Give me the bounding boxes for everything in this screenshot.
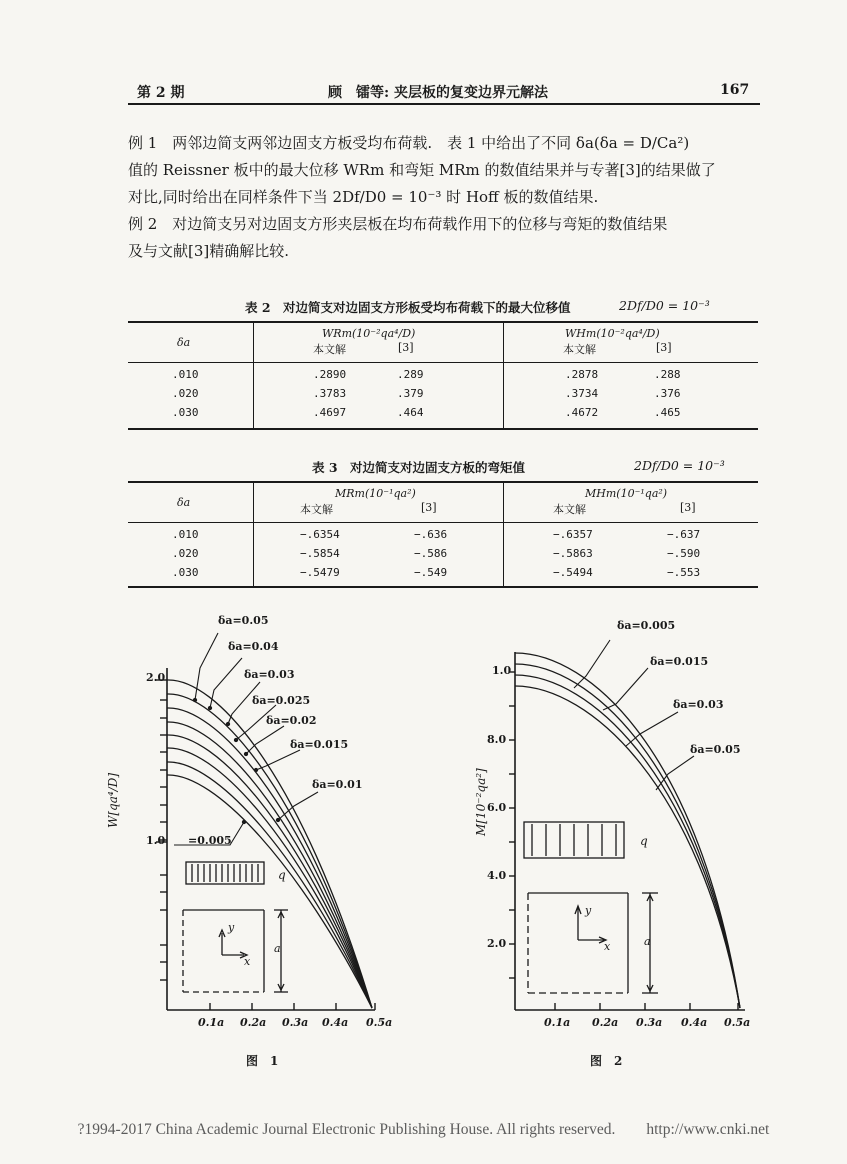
fig1-dim-label: a bbox=[274, 942, 281, 955]
table3-sub-ref-2: [3] bbox=[680, 501, 696, 514]
page-number: 167 bbox=[720, 82, 750, 98]
fig1-curve-label: =0.005 bbox=[188, 834, 232, 847]
paragraph-line-3: 对比,同时给出在同样条件下当 2Df/D0 = 10⁻³ 时 Hoff 板的数值结果. bbox=[128, 188, 599, 206]
table2-cell: .465 bbox=[654, 406, 681, 419]
fig1-axis-x-label: x bbox=[244, 955, 251, 968]
table2-cell: .4697 bbox=[313, 406, 347, 419]
fig1-curve bbox=[167, 735, 372, 1008]
fig1-curve-label: δa=0.02 bbox=[266, 714, 317, 727]
table3-cell: −.637 bbox=[667, 528, 701, 541]
fig2-curve bbox=[515, 686, 740, 1008]
fig1-leader-line bbox=[246, 726, 284, 754]
fig1-leader-dot bbox=[193, 698, 196, 701]
table2-cell: .2890 bbox=[313, 368, 347, 381]
table3-group-mrm: MRm(10⁻¹qa²) bbox=[335, 487, 416, 500]
fig1-curve-label: δa=0.01 bbox=[312, 778, 363, 791]
fig2-load-label: q bbox=[640, 834, 648, 848]
fig2-dim-label: a bbox=[644, 935, 651, 948]
fig1-ytick-2: 2.0 bbox=[146, 671, 166, 684]
table3-cell: −.5479 bbox=[300, 566, 340, 579]
table3-cell: −.5854 bbox=[300, 547, 340, 560]
table3-cell: −.6357 bbox=[553, 528, 593, 541]
table2-cell: .020 bbox=[172, 387, 199, 400]
table3-cell: −.6354 bbox=[300, 528, 340, 541]
fig1-leader-dot bbox=[242, 820, 245, 823]
table3-header-rule bbox=[128, 522, 758, 523]
table2-col-divider-2 bbox=[503, 321, 504, 428]
fig1-leader-dot bbox=[234, 738, 237, 741]
table2-bottom-rule bbox=[128, 428, 758, 430]
table3-cell: .030 bbox=[172, 566, 199, 579]
fig1-leader-line bbox=[256, 750, 300, 770]
journal-issue: 第 2 期 bbox=[137, 85, 185, 101]
fig2-ytick-label: 8.0 bbox=[487, 733, 507, 746]
fig2-plate-diagram bbox=[528, 893, 658, 993]
table3-cell: −.5863 bbox=[553, 547, 593, 560]
table2-cell: .4672 bbox=[565, 406, 599, 419]
fig1-ytick-1: 1.0 bbox=[146, 834, 166, 847]
figure-1-caption: 图 1 bbox=[246, 1054, 279, 1068]
table2-col-divider-1 bbox=[253, 321, 254, 428]
table3-cell: −.5494 bbox=[553, 566, 593, 579]
fig1-leader-dot bbox=[276, 818, 279, 821]
fig2-xtick-label: 0.5a bbox=[724, 1016, 751, 1029]
figure-2-caption: 图 2 bbox=[590, 1054, 623, 1068]
fig2-ytick-label: 6.0 bbox=[487, 801, 507, 814]
fig1-leader-dot bbox=[208, 706, 211, 709]
table3-cell: −.636 bbox=[414, 528, 448, 541]
fig2-xtick-label: 0.3a bbox=[636, 1016, 663, 1029]
table2-cell: .376 bbox=[654, 387, 681, 400]
fig2-leader-line bbox=[656, 756, 694, 790]
table2-sub-ref-2: [3] bbox=[656, 341, 672, 354]
fig1-axis-y-label: y bbox=[228, 921, 235, 934]
table3-sub-ref-1: [3] bbox=[421, 501, 437, 514]
fig1-curve-label: δa=0.04 bbox=[228, 640, 279, 653]
table3-cell: .010 bbox=[172, 528, 199, 541]
table2-group-wrm: WRm(10⁻²qa⁴/D) bbox=[322, 327, 416, 340]
header-rule bbox=[128, 103, 760, 105]
table2-sub-ours-2: 本文解 bbox=[563, 343, 596, 356]
fig2-axis-x-label: x bbox=[604, 940, 611, 953]
fig2-leader-line bbox=[574, 640, 610, 688]
table3-cell: .020 bbox=[172, 547, 199, 560]
fig1-xtick-label: 0.5a bbox=[366, 1016, 393, 1029]
fig2-load-diagram bbox=[524, 822, 624, 858]
table2-cell: .3734 bbox=[565, 387, 599, 400]
fig2-curve-label: δa=0.03 bbox=[673, 698, 724, 711]
paragraph-line-1: 例 1 两邻边简支两邻边固支方板受均布荷载. 表 1 中给出了不同 δa(δa = D/Ca²) bbox=[128, 134, 690, 152]
table3-condition: 2Df/D0 = 10⁻³ bbox=[634, 458, 725, 473]
table3-top-rule bbox=[128, 481, 758, 483]
table3-cell: −.590 bbox=[667, 547, 701, 560]
fig2-curve-label: δa=0.05 bbox=[690, 743, 741, 756]
table2-cell: .2878 bbox=[565, 368, 599, 381]
table3-col-divider-2 bbox=[503, 481, 504, 586]
fig1-leader-dot bbox=[254, 768, 257, 771]
fig2-curve bbox=[515, 664, 740, 1008]
fig1-load-diagram bbox=[186, 862, 264, 884]
table2-cell: .288 bbox=[654, 368, 681, 381]
table3-cell: −.586 bbox=[414, 547, 448, 560]
fig1-xtick-label: 0.2a bbox=[240, 1016, 267, 1029]
fig2-curve-label: δa=0.005 bbox=[617, 619, 676, 632]
fig1-curve-label: δa=0.03 bbox=[244, 668, 295, 681]
fig1-curve-label: δa=0.015 bbox=[290, 738, 349, 751]
table2-sub-ours-1: 本文解 bbox=[313, 343, 346, 356]
fig1-leader-line bbox=[210, 658, 242, 708]
fig2-curve bbox=[515, 675, 740, 1008]
paragraph-line-4: 例 2 对边简支另对边固支方形夹层板在均布荷载作用下的位移与弯矩的数值结果 bbox=[128, 215, 668, 233]
table3-bottom-rule bbox=[128, 586, 758, 588]
copyright-footer: ?1994-2017 China Academic Journal Electronic Publishing House. All rights reserved. http://www.cnki.net bbox=[77, 1121, 770, 1138]
table3-sub-ours-2: 本文解 bbox=[553, 503, 586, 516]
table3-caption-text: 表 3 对边简支对边固支方板的弯矩值 bbox=[312, 460, 526, 475]
fig2-xtick-label: 0.2a bbox=[592, 1016, 619, 1029]
fig2-xtick-label: 0.1a bbox=[544, 1016, 571, 1029]
fig2-axis-y-label: y bbox=[585, 904, 592, 917]
table2-sub-ref-1: [3] bbox=[398, 341, 414, 354]
fig1-xtick-label: 0.1a bbox=[198, 1016, 225, 1029]
table2-caption bbox=[245, 298, 710, 316]
table2-cell: .379 bbox=[397, 387, 424, 400]
fig1-ylabel: W[qa⁴/D] bbox=[106, 772, 120, 828]
table3-cell: −.549 bbox=[414, 566, 448, 579]
fig2-leader-line bbox=[626, 712, 678, 746]
table2-cell: .289 bbox=[397, 368, 424, 381]
table2-cell: .030 bbox=[172, 406, 199, 419]
fig1-curve-label: δa=0.05 bbox=[218, 614, 269, 627]
fig2-ylabel: M[10⁻²qa²] bbox=[474, 768, 488, 836]
fig2-ytick-label: 4.0 bbox=[487, 869, 507, 882]
fig1-plate-diagram bbox=[183, 910, 288, 992]
fig1-xtick-label: 0.4a bbox=[322, 1016, 349, 1029]
fig1-leader-dot bbox=[226, 722, 229, 725]
fig2-xtick-label: 0.4a bbox=[681, 1016, 708, 1029]
fig1-load-label: q bbox=[278, 868, 286, 882]
table2-cell: .010 bbox=[172, 368, 199, 381]
table2-group-whm: WHm(10⁻²qa⁴/D) bbox=[565, 327, 660, 340]
table2-col-delta: δa bbox=[177, 336, 191, 349]
fig2-curve-label: δa=0.015 bbox=[650, 655, 709, 668]
fig1-leader-line bbox=[278, 792, 318, 820]
table2-cell: .464 bbox=[397, 406, 424, 419]
fig2-ytick-label: 2.0 bbox=[487, 937, 507, 950]
fig1-curve bbox=[167, 775, 372, 1008]
table2-condition: 2Df/D0 = 10⁻³ bbox=[619, 298, 710, 313]
fig1-curve bbox=[167, 762, 372, 1008]
fig2-leader-line bbox=[603, 668, 648, 710]
fig1-leader-dot bbox=[244, 752, 247, 755]
table3-cell: −.553 bbox=[667, 566, 701, 579]
body-text bbox=[128, 130, 758, 265]
table3-group-mhm: MHm(10⁻¹qa²) bbox=[585, 487, 668, 500]
paragraph-line-5: 及与文献[3]精确解比较. bbox=[128, 242, 290, 260]
table2-caption-text: 表 2 对边简支对边固支方形板受均布荷载下的最大位移值 bbox=[245, 300, 571, 315]
table3-caption bbox=[312, 458, 725, 476]
table2-top-rule bbox=[128, 321, 758, 323]
paragraph-line-2: 值的 Reissner 板中的最大位移 WRm 和弯矩 MRm 的数值结果并与专著[3]的结果做了 bbox=[128, 161, 716, 179]
article-running-title: 顾 镭等: 夹层板的复变边界元解法 bbox=[328, 85, 549, 101]
fig1-curve bbox=[167, 722, 372, 1008]
table2-header-rule bbox=[128, 362, 758, 363]
table3-sub-ours-1: 本文解 bbox=[300, 503, 333, 516]
fig1-leader-line bbox=[195, 633, 218, 700]
table3-col-divider-1 bbox=[253, 481, 254, 586]
fig1-xtick-label: 0.3a bbox=[282, 1016, 309, 1029]
fig1-curve-label: δa=0.025 bbox=[252, 694, 311, 707]
table2-cell: .3783 bbox=[313, 387, 347, 400]
fig2-ytick-label: 1.0 bbox=[492, 664, 512, 677]
fig1-curve bbox=[167, 708, 372, 1008]
table3-col-delta: δa bbox=[177, 496, 191, 509]
